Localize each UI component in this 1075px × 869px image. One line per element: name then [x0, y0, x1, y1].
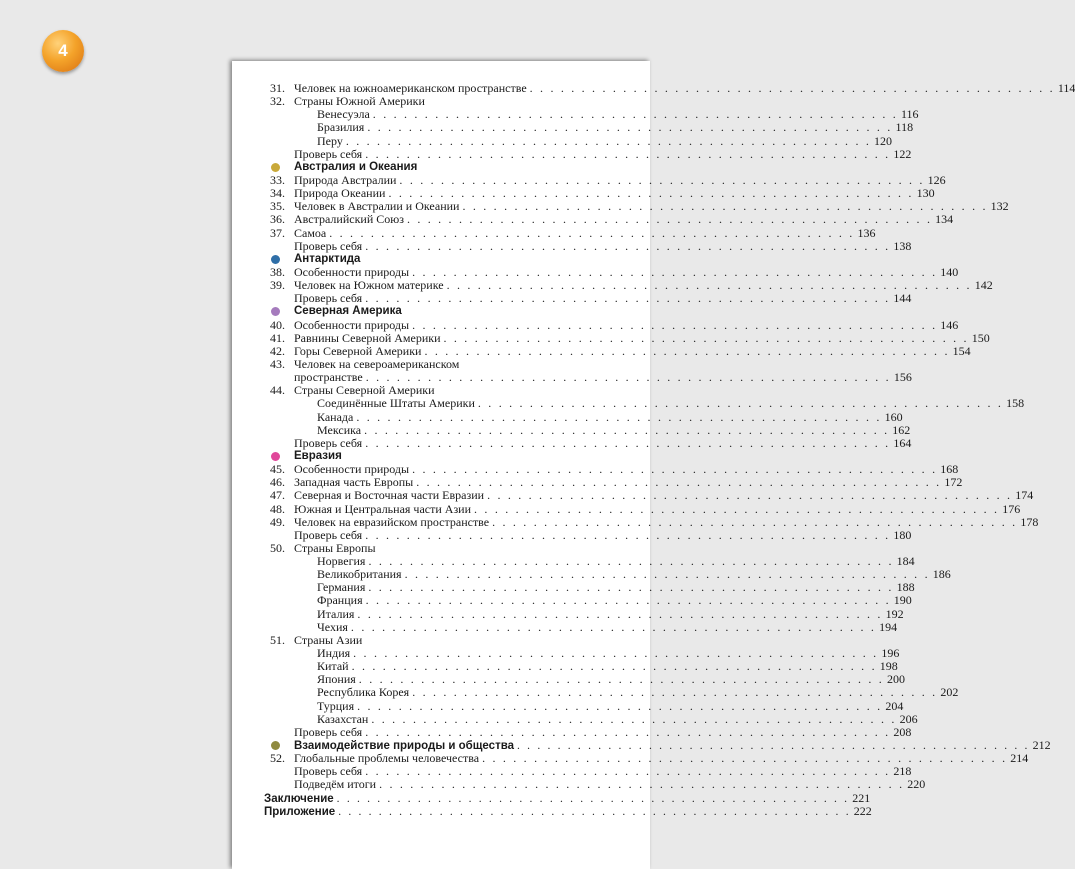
toc-item-number: 36. — [270, 212, 285, 227]
toc-page-number: 140 — [940, 264, 959, 279]
dot-leader: . . . . . . . . . . . . . . . . . . . . . . . . . . . . . . . . . . . . . . . . . . . . . . . . . . . — [379, 777, 905, 792]
toc-item-number: 38. — [270, 264, 285, 279]
toc-entry-title: Приложение — [264, 805, 336, 818]
toc-page-number: 198 — [879, 659, 898, 674]
dot-leader: . . . . . . . . . . . . . . . . . . . . . . . . . . . . . . . . . . . . . . . . . . . . . . . . . . . — [336, 792, 850, 805]
toc-page-number: 194 — [879, 619, 898, 634]
toc-entry-title: Мексика — [317, 422, 362, 437]
toc-item-number: 46. — [270, 475, 285, 490]
dot-leader: . . . . . . . . . . . . . . . . . . . . . . . . . . . . . . . . . . . . . . . . . . . . . . . . . . . — [353, 646, 879, 661]
dot-leader: . . . . . . . . . . . . . . . . . . . . . . . . . . . . . . . . . . . . . . . . . . . . . . . . . . . — [357, 698, 883, 713]
toc-entry-title: пространстве — [294, 370, 363, 385]
toc-entry-title: Человек на североамериканском — [294, 356, 460, 371]
toc-entry-title: Канада — [317, 409, 354, 424]
toc-section-heading — [264, 305, 610, 318]
toc-subitem — [264, 711, 918, 726]
toc-entry-title: Австралийский Союз — [294, 212, 404, 227]
toc-page-number: 186 — [932, 567, 951, 582]
toc-page-number: 212 — [1032, 738, 1051, 753]
toc-entry-title: Северная и Восточная части Евразии — [294, 488, 485, 503]
dot-leader: . . . . . . . . . . . . . . . . . . . . . . . . . . . . . . . . . . . . . . . . . . . . . . . . . . . — [482, 751, 1008, 766]
toc-item — [264, 291, 912, 306]
toc-item — [264, 435, 912, 450]
dot-leader: . . . . . . . . . . . . . . . . . . . . . . . . . . . . . . . . . . . . . . . . . . . . . . . . . . . — [487, 488, 1013, 503]
dot-leader: . . . . . . . . . . . . . . . . . . . . . . . . . . . . . . . . . . . . . . . . . . . . . . . . . . . — [338, 805, 851, 818]
toc-entry-title: Заключение — [264, 792, 334, 805]
toc-item — [264, 488, 1034, 503]
toc-entry-title: Норвегия — [317, 554, 366, 569]
dot-leader: . . . . . . . . . . . . . . . . . . . . . . . . . . . . . . . . . . . . . . . . . . . . . . . . . . . — [388, 186, 914, 201]
toc-page-number: 114 — [1057, 81, 1075, 95]
page-number-badge: 4 — [42, 30, 84, 72]
toc-item-number: 43. — [270, 356, 285, 371]
toc-page-number: 120 — [874, 133, 893, 148]
toc-entry-title: Природа Австралии — [294, 172, 397, 187]
toc-entry-title: Особенности природы — [294, 264, 410, 279]
toc-item — [264, 501, 1021, 516]
dot-leader: . . . . . . . . . . . . . . . . . . . . . . . . . . . . . . . . . . . . . . . . . . . . . . . . . . . — [351, 659, 877, 674]
toc-page-number: 122 — [893, 146, 912, 161]
toc-entry-title: Казахстан — [317, 711, 369, 726]
toc-page-number: 138 — [893, 238, 912, 253]
toc-entry-title: Чехия — [317, 619, 348, 634]
toc-entry-title: Перу — [317, 133, 343, 148]
toc-item-number: 52. — [270, 751, 285, 766]
toc-entry-title: Глобальные проблемы человечества — [294, 751, 480, 766]
toc-page-number: 192 — [885, 606, 904, 621]
dot-leader: . . . . . . . . . . . . . . . . . . . . . . . . . . . . . . . . . . . . . . . . . . . . . . . . . . . — [364, 422, 890, 437]
toc-section-heading — [264, 161, 610, 174]
toc-page-number: 162 — [892, 422, 911, 437]
toc-page-number: 126 — [927, 172, 946, 187]
toc-page-number: 190 — [893, 593, 912, 608]
dot-leader: . . . . . . . . . . . . . . . . . . . . . . . . . . . . . . . . . . . . . . . . . . . . . . . . . . . — [406, 212, 933, 227]
dot-leader: . . . . . . . . . . . . . . . . . . . . . . . . . . . . . . . . . . . . . . . . . . . . . . . . . . . — [371, 711, 897, 726]
dot-leader: . . . . . . . . . . . . . . . . . . . . . . . . . . . . . . . . . . . . . . . . . . . . . . . . . . . — [492, 514, 1018, 529]
toc-page-number: 221 — [852, 790, 871, 805]
dot-leader: . . . . . . . . . . . . . . . . . . . . . . . . . . . . . . . . . . . . . . . . . . . . . . . . . . . — [365, 238, 891, 253]
toc-top-item — [264, 803, 872, 818]
dot-leader: . . . . . . . . . . . . . . . . . . . . . . . . . . . . . . . . . . . . . . . . . . . . . . . . . . . — [412, 317, 938, 332]
dot-leader: . . . . . . . . . . . . . . . . . . . . . . . . . . . . . . . . . . . . . . . . . . . . . . . . . . . — [357, 606, 883, 621]
section-color-dot-icon — [271, 163, 280, 172]
toc-subitem — [264, 422, 911, 437]
toc-page-number: 222 — [853, 803, 872, 818]
toc-entry-title: Южная и Центральная части Азии — [294, 501, 472, 516]
toc-page-number: 196 — [881, 646, 900, 661]
toc-entry-title: Индия — [317, 646, 351, 661]
toc-page-number: 136 — [857, 225, 876, 240]
toc-page-number: 144 — [893, 291, 912, 306]
toc-entry-title: Особенности природы — [294, 317, 410, 332]
section-color-dot-icon — [271, 255, 280, 264]
dot-leader: . . . . . . . . . . . . . . . . . . . . . . . . . . . . . . . . . . . . . . . . . . . . . . . . . . . — [365, 435, 891, 450]
toc-subitem — [264, 685, 959, 700]
toc-item — [264, 777, 926, 792]
toc-item-number: 41. — [270, 330, 285, 345]
toc-page-number: 184 — [896, 554, 915, 569]
dot-leader: . . . . . . . . . . . . . . . . . . . . . . . . . . . . . . . . . . . . . . . . . . . . . . . . . . . — [462, 199, 988, 214]
toc-entry-title: Проверь себя — [294, 764, 363, 779]
toc-entry-title: Северная Америка — [294, 305, 402, 318]
toc-item — [264, 514, 1039, 529]
toc-entry-title: Проверь себя — [294, 238, 363, 253]
toc-entry-title: Турция — [317, 698, 355, 713]
toc-entry-title: Взаимодействие природы и общества — [294, 740, 515, 753]
toc-page-number: 132 — [990, 199, 1009, 214]
dot-leader: . . . . . . . . . . . . . . . . . . . . . . . . . . . . . . . . . . . . . . . . . . . . . . . . . . . — [350, 619, 877, 634]
toc-entry-title: Горы Северной Америки — [294, 343, 422, 358]
toc-entry-title: Проверь себя — [294, 724, 363, 739]
toc-entry-title: Венесуэла — [317, 107, 370, 122]
toc-entry-title: Евразия — [294, 449, 342, 462]
dot-leader: . . . . . . . . . . . . . . . . . . . . . . . . . . . . . . . . . . . . . . . . . . . . . . . . . . . — [345, 133, 872, 148]
toc-entry-title: Проверь себя — [294, 435, 363, 450]
toc-item-number: 33. — [270, 172, 285, 187]
toc-page-number: 160 — [884, 409, 903, 424]
toc-page-number: 118 — [895, 120, 914, 135]
toc-entry-title: Природа Океании — [294, 186, 386, 201]
table-of-contents — [264, 81, 1075, 818]
dot-leader: . . . . . . . . . . . . . . . . . . . . . . . . . . . . . . . . . . . . . . . . . . . . . . . . . . . — [412, 264, 938, 279]
toc-subitem — [264, 606, 904, 621]
toc-entry-title: Человек на евразийском пространстве — [294, 514, 490, 529]
dot-leader: . . . . . . . . . . . . . . . . . . . . . . . . . . . . . . . . . . . . . . . . . . . . . . . . . . . — [368, 554, 894, 569]
toc-page-number: 206 — [899, 711, 918, 726]
toc-page-number: 178 — [1020, 514, 1039, 529]
toc-item-number: 40. — [270, 317, 285, 332]
toc-item — [264, 225, 876, 240]
toc-page-number: 156 — [893, 370, 912, 385]
toc-page-number: 174 — [1015, 488, 1034, 503]
toc-item-number: 47. — [270, 488, 285, 503]
toc-page-number: 134 — [935, 212, 954, 227]
toc-page-number: 176 — [1002, 501, 1021, 516]
toc-entry-title: Страны Северной Америки — [294, 383, 435, 398]
toc-top-item — [264, 790, 871, 805]
toc-item — [264, 238, 912, 253]
toc-page-number: 164 — [893, 435, 912, 450]
toc-item — [264, 212, 954, 227]
toc-entry-title: Япония — [317, 672, 356, 687]
toc-section-heading — [264, 253, 610, 266]
dot-leader: . . . . . . . . . . . . . . . . . . . . . . . . . . . . . . . . . . . . . . . . . . . . . . . . . . . — [443, 330, 969, 345]
toc-subitem — [264, 120, 914, 135]
dot-leader: . . . . . . . . . . . . . . . . . . . . . . . . . . . . . . . . . . . . . . . . . . . . . . . . . . . — [365, 146, 891, 161]
toc-entry-title: Италия — [317, 606, 355, 621]
toc-subitem — [264, 396, 1025, 411]
toc-subitem — [264, 409, 903, 424]
toc-subitem — [264, 619, 898, 634]
section-color-dot-icon — [271, 741, 280, 750]
toc-entry-title: Республика Корея — [317, 685, 410, 700]
toc-entry-title: Западная часть Европы — [294, 475, 414, 490]
dot-leader: . . . . . . . . . . . . . . . . . . . . . . . . . . . . . . . . . . . . . . . . . . . . . . . . . . . — [356, 409, 882, 424]
toc-page-number: 168 — [940, 462, 959, 477]
toc-item-number: 44. — [270, 383, 285, 398]
toc-item — [264, 330, 990, 345]
dot-leader: . . . . . . . . . . . . . . . . . . . . . . . . . . . . . . . . . . . . . . . . . . . . . . . . . . . — [416, 475, 942, 490]
dot-leader: . . . . . . . . . . . . . . . . . . . . . . . . . . . . . . . . . . . . . . . . . . . . . . . . . . . — [404, 567, 930, 582]
toc-page-number: 214 — [1010, 751, 1029, 766]
dot-leader: . . . . . . . . . . . . . . . . . . . . . . . . . . . . . . . . . . . . . . . . . . . . . . . . . . . — [358, 672, 884, 687]
dot-leader: . . . . . . . . . . . . . . . . . . . . . . . . . . . . . . . . . . . . . . . . . . . . . . . . . . . — [365, 593, 891, 608]
toc-item-number: 51. — [270, 632, 285, 647]
toc-page-number: 180 — [893, 527, 912, 542]
toc-entry-title: Проверь себя — [294, 527, 363, 542]
toc-page-number: 146 — [940, 317, 959, 332]
dot-leader: . . . . . . . . . . . . . . . . . . . . . . . . . . . . . . . . . . . . . . . . . . . . . . . . . . . — [474, 501, 1000, 516]
toc-page-number: 172 — [944, 475, 963, 490]
toc-item-number: 31. — [270, 81, 285, 95]
toc-page-number: 220 — [907, 777, 926, 792]
toc-item-number: 42. — [270, 343, 285, 358]
dot-leader: . . . . . . . . . . . . . . . . . . . . . . . . . . . . . . . . . . . . . . . . . . . . . . . . . . . — [446, 278, 972, 293]
toc-entry-title: Человек на южноамериканском пространстве — [294, 81, 527, 95]
dot-leader: . . . . . . . . . . . . . . . . . . . . . . . . . . . . . . . . . . . . . . . . . . . . . . . . . . . — [529, 81, 1055, 95]
dot-leader: . . . . . . . . . . . . . . . . . . . . . . . . . . . . . . . . . . . . . . . . . . . . . . . . . . . — [517, 740, 1030, 753]
toc-entry-title: Австралия и Океания — [294, 160, 418, 173]
toc-item-number: 48. — [270, 501, 285, 516]
toc-item-number: 45. — [270, 462, 285, 477]
dot-leader: . . . . . . . . . . . . . . . . . . . . . . . . . . . . . . . . . . . . . . . . . . . . . . . . . . . — [424, 343, 950, 358]
toc-item — [264, 146, 912, 161]
dot-leader: . . . . . . . . . . . . . . . . . . . . . . . . . . . . . . . . . . . . . . . . . . . . . . . . . . . — [368, 580, 894, 595]
toc-entry-title: Равнины Северной Америки — [294, 330, 441, 345]
toc-entry-title: Великобритания — [317, 567, 402, 582]
toc-entry-title: Особенности природы — [294, 462, 410, 477]
toc-subitem — [264, 593, 912, 608]
toc-entry-title: Подведём итоги — [294, 777, 377, 792]
toc-page-number: 218 — [893, 764, 912, 779]
toc-page-number: 150 — [971, 330, 990, 345]
toc-item-number: 32. — [270, 94, 285, 109]
toc-entry-title: Страны Южной Америки — [294, 94, 425, 109]
toc-entry-title: Соединённые Штаты Америки — [317, 396, 475, 411]
toc-item-number: 49. — [270, 514, 285, 529]
dot-leader: . . . . . . . . . . . . . . . . . . . . . . . . . . . . . . . . . . . . . . . . . . . . . . . . . . . — [412, 462, 938, 477]
toc-item — [264, 317, 959, 332]
toc-item-number: 50. — [270, 540, 285, 555]
toc-item-number: 37. — [270, 225, 285, 240]
dot-leader: . . . . . . . . . . . . . . . . . . . . . . . . . . . . . . . . . . . . . . . . . . . . . . . . . . . — [365, 527, 891, 542]
toc-item-number: 35. — [270, 199, 285, 214]
toc-subitem — [264, 698, 904, 713]
toc-entry-title: Франция — [317, 593, 363, 608]
toc-page-number: 154 — [952, 343, 971, 358]
toc-entry-title: Германия — [317, 580, 366, 595]
toc-page-number: 202 — [940, 685, 959, 700]
toc-page-number: 208 — [893, 724, 912, 739]
dot-leader: . . . . . . . . . . . . . . . . . . . . . . . . . . . . . . . . . . . . . . . . . . . . . . . . . . . — [365, 291, 891, 306]
toc-page-number: 116 — [901, 107, 919, 122]
toc-page-number: 158 — [1006, 396, 1025, 411]
dot-leader: . . . . . . . . . . . . . . . . . . . . . . . . . . . . . . . . . . . . . . . . . . . . . . . . . . . — [365, 764, 891, 779]
toc-entry-title: Самоа — [294, 225, 327, 240]
toc-page-number: 188 — [896, 580, 915, 595]
dot-leader: . . . . . . . . . . . . . . . . . . . . . . . . . . . . . . . . . . . . . . . . . . . . . . . . . . . — [477, 396, 1004, 411]
toc-entry-title: Китай — [317, 659, 349, 674]
toc-entry-title: Антарктида — [294, 252, 361, 265]
section-color-dot-icon — [271, 307, 280, 316]
dot-leader: . . . . . . . . . . . . . . . . . . . . . . . . . . . . . . . . . . . . . . . . . . . . . . . . . . . — [399, 172, 925, 187]
dot-leader: . . . . . . . . . . . . . . . . . . . . . . . . . . . . . . . . . . . . . . . . . . . . . . . . . . . — [365, 370, 891, 385]
toc-entry-title: Человек в Австралии и Океании — [294, 199, 460, 214]
toc-entry-title: Бразилия — [317, 120, 365, 135]
toc-item-number: 39. — [270, 278, 285, 293]
dot-leader: . . . . . . . . . . . . . . . . . . . . . . . . . . . . . . . . . . . . . . . . . . . . . . . . . . . — [365, 724, 891, 739]
toc-entry-title: Проверь себя — [294, 291, 363, 306]
toc-item-number: 34. — [270, 186, 285, 201]
toc-entry-title: Человек на Южном материке — [294, 278, 444, 293]
toc-entry-title: Страны Европы — [294, 540, 376, 555]
toc-item — [264, 527, 912, 542]
section-color-dot-icon — [271, 452, 280, 461]
dot-leader: . . . . . . . . . . . . . . . . . . . . . . . . . . . . . . . . . . . . . . . . . . . . . . . . . . . — [412, 685, 938, 700]
toc-page-number: 142 — [974, 278, 993, 293]
dot-leader: . . . . . . . . . . . . . . . . . . . . . . . . . . . . . . . . . . . . . . . . . . . . . . . . . . . — [367, 120, 893, 135]
toc-page-number: 130 — [916, 186, 935, 201]
toc-item — [264, 724, 912, 739]
toc-subitem — [264, 133, 893, 148]
toc-page-number: 204 — [885, 698, 904, 713]
dot-leader: . . . . . . . . . . . . . . . . . . . . . . . . . . . . . . . . . . . . . . . . . . . . . . . . . . . — [372, 107, 898, 122]
toc-page-number: 200 — [887, 672, 905, 687]
dot-leader: . . . . . . . . . . . . . . . . . . . . . . . . . . . . . . . . . . . . . . . . . . . . . . . . . . . — [329, 225, 855, 240]
toc-entry-title: Проверь себя — [294, 146, 363, 161]
toc-item — [264, 343, 971, 358]
toc-entry-title: Страны Азии — [294, 632, 363, 647]
